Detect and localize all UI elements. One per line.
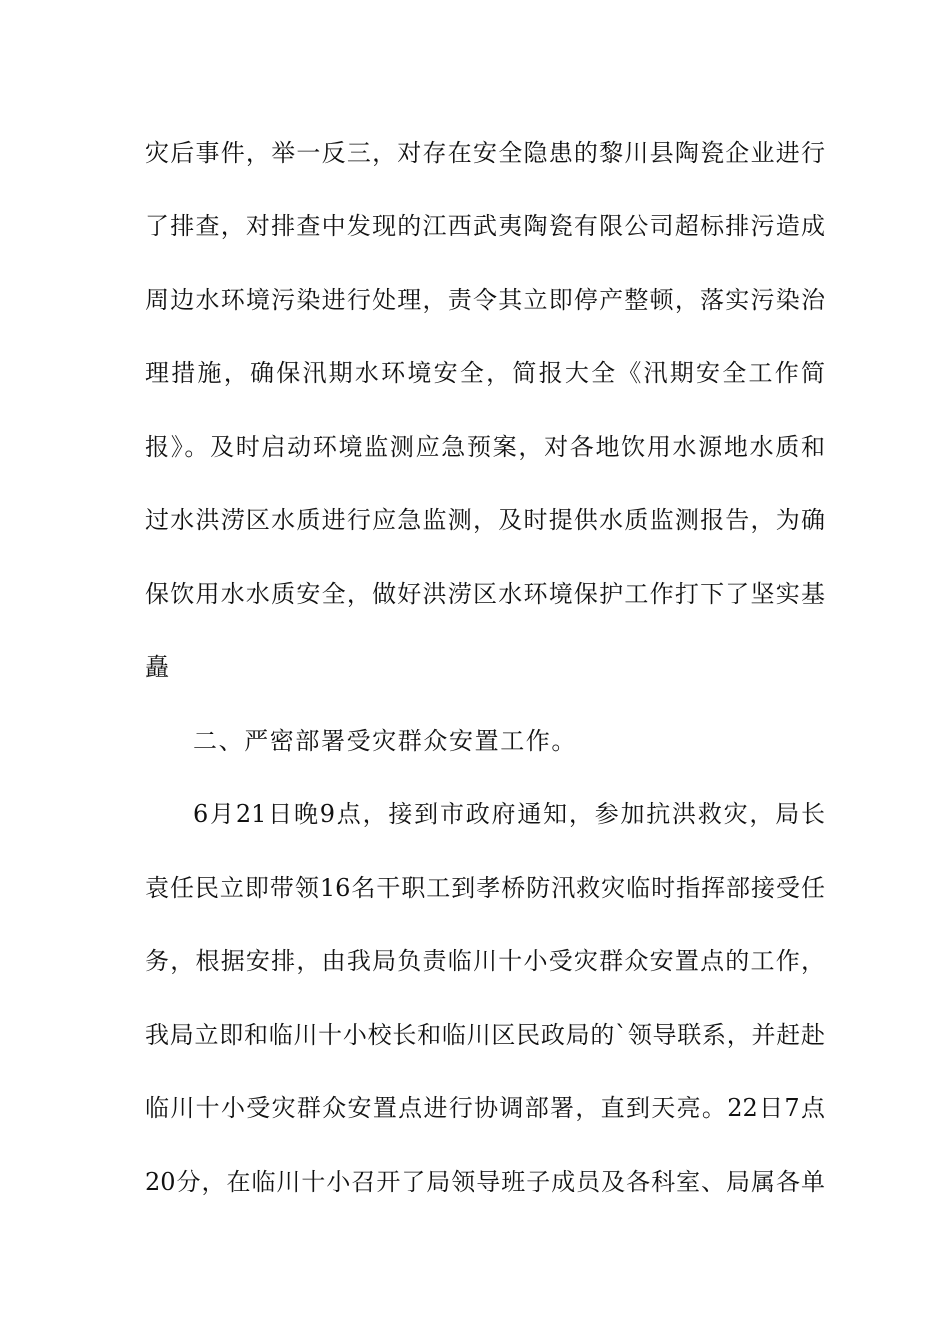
text-line-5: 报》。及时启动环境监测应急预案，对各地饮用水源地水质和 <box>145 433 825 461</box>
text-line-3: 周边水环境污染进行处理，责令其立即停产整顿，落实污染治 <box>145 286 825 314</box>
text-line-10: 6月21日晚9点，接到市政府通知，参加抗洪救灾，局长 <box>193 800 825 828</box>
section-heading: 二、严密部署受灾群众安置工作。 <box>193 727 577 755</box>
text-line-8: 矗 <box>145 653 171 681</box>
text-line-1: 灾后事件，举一反三，对存在安全隐患的黎川县陶瓷企业进行 <box>145 139 825 167</box>
text-line-12: 务，根据安排，由我局负责临川十小受灾群众安置点的工作， <box>145 947 825 975</box>
text-line-2: 了排查，对排查中发现的江西武夷陶瓷有限公司超标排污造成 <box>145 212 825 240</box>
text-line-7: 保饮用水水质安全，做好洪涝区水环境保护工作打下了坚实基 <box>145 580 825 608</box>
text-line-13: 我局立即和临川十小校长和临川区民政局的`领导联系，并赶赴 <box>145 1021 825 1049</box>
text-line-14: 临川十小受灾群众安置点进行协调部署，直到天亮。22日7点 <box>145 1094 825 1122</box>
text-line-11: 袁任民立即带领16名干职工到孝桥防汛救灾临时指挥部接受任 <box>145 874 825 902</box>
text-line-6: 过水洪涝区水质进行应急监测，及时提供水质监测报告，为确 <box>145 506 825 534</box>
text-line-4: 理措施，确保汛期水环境安全，简报大全《汛期安全工作简 <box>145 359 825 387</box>
text-line-15: 20分，在临川十小召开了局领导班子成员及各科室、局属各单 <box>145 1168 825 1196</box>
